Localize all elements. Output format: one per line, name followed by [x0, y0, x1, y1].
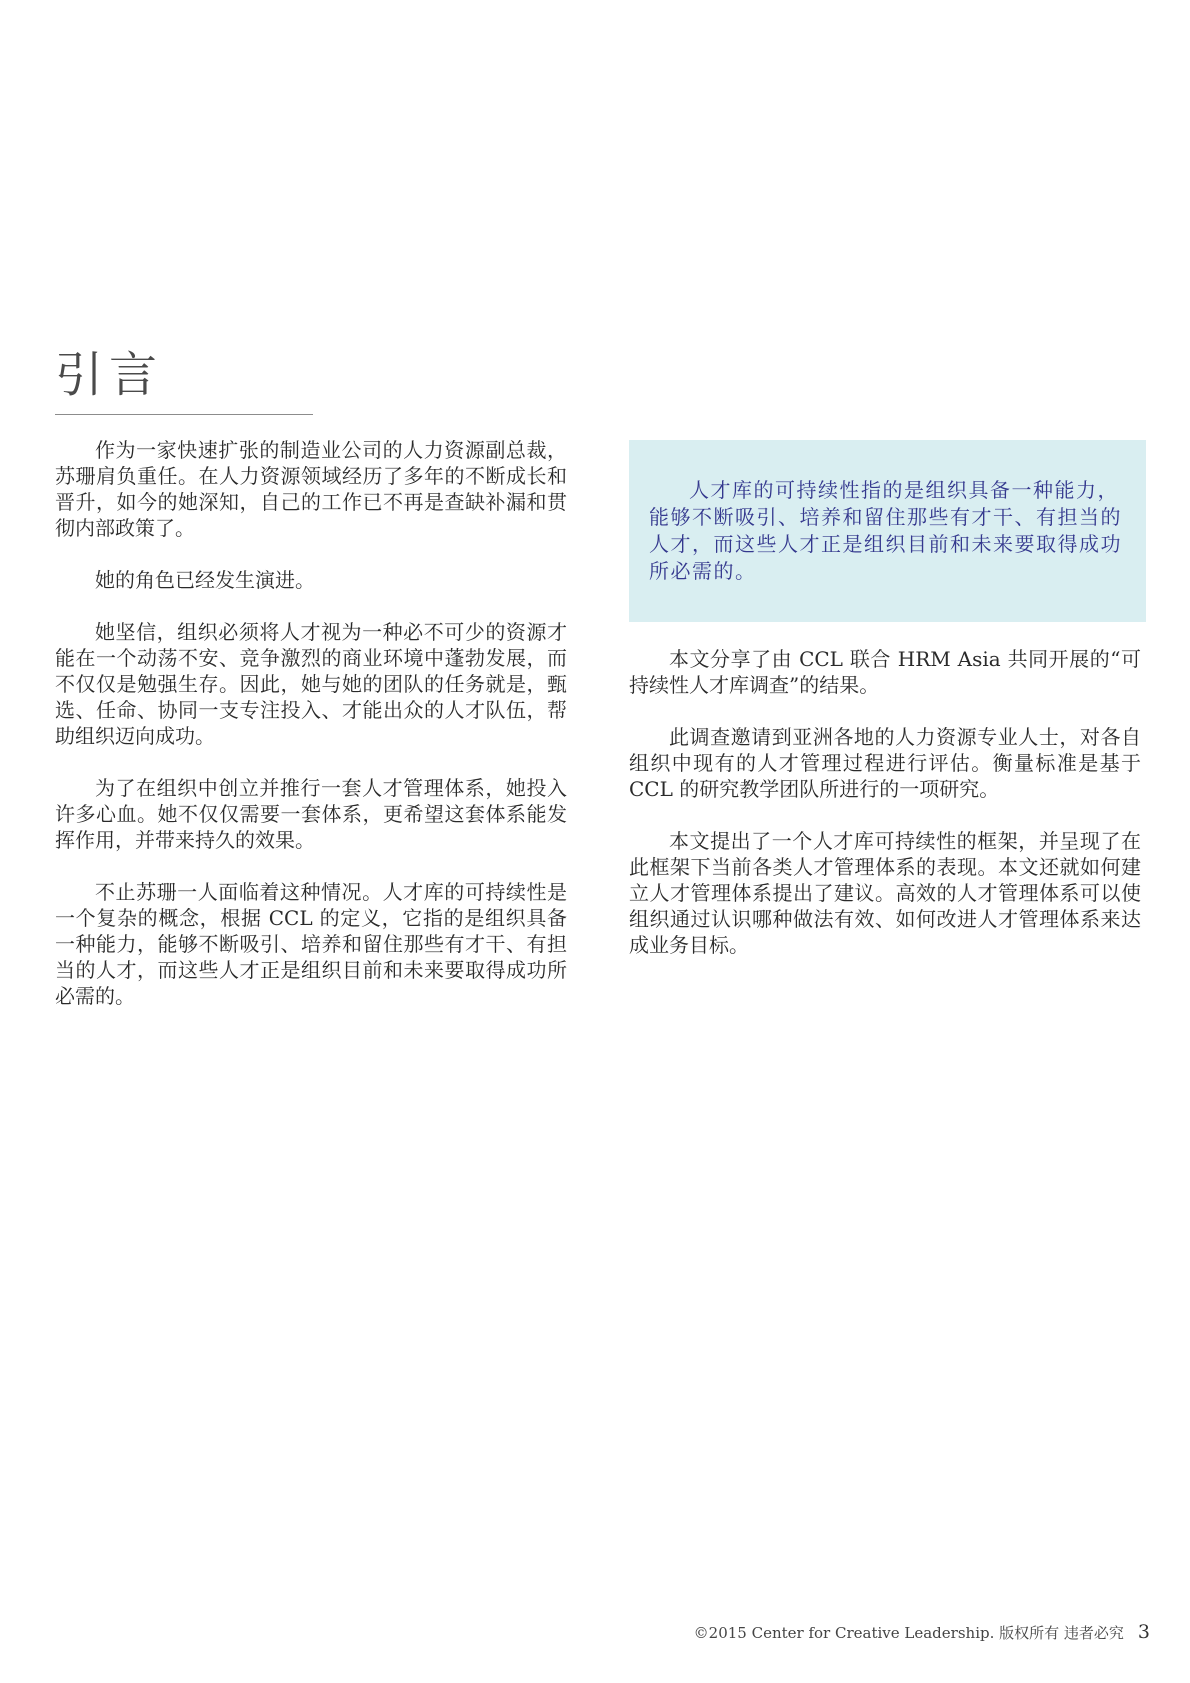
right-column [629, 646, 1141, 984]
pull-quote-box [629, 440, 1146, 622]
page-footer [694, 1620, 1150, 1645]
body-paragraph: 为了在组织中创立并推行一套人才管理体系，她投入许多心血。她不仅仅需要一套体系，更希望这套体系能发挥作用，并带来持久的效果。 [55, 776, 567, 852]
pull-quote-text: 人才库的可持续性指的是组织具备一种能力，能够不断吸引、培养和留住那些有才干、有担当的人才，而这些人才正是组织目前和未来要取得成功所必需的。 [649, 478, 1122, 583]
body-paragraph: 作为一家快速扩张的制造业公司的人力资源副总裁，苏珊肩负重任。在人力资源领域经历了多年的不断成长和晋升，如今的她深知，自己的工作已不再是查缺补漏和贯彻内部政策了。 [55, 438, 567, 540]
body-paragraph: 本文提出了一个人才库可持续性的框架，并呈现了在此框架下当前各类人才管理体系的表现。本文还就如何建立人才管理体系提出了建议。高效的人才管理体系可以使组织通过认识哪种做法有效、如何改进人才管理体系来达成业务目标。 [629, 829, 1141, 957]
body-paragraph: 不止苏珊一人面临着这种情况。人才库的可持续性是一个复杂的概念，根据 CCL 的定义，它指的是组织具备一种能力，能够不断吸引、培养和留住那些有才干、有担当的人才，而这些人才正是组织目前和未来要取得成功所必需的。 [55, 880, 567, 1008]
body-paragraph: 她的角色已经发生演进。 [95, 568, 315, 592]
page-title: 引言 [55, 347, 164, 403]
left-column [55, 437, 567, 1035]
title-divider [55, 414, 313, 415]
copyright-notice: ©2015 Center for Creative Leadership. 版权所有 违者必究 [693, 1624, 1124, 1642]
body-paragraph: 她坚信，组织必须将人才视为一种必不可少的资源才能在一个动荡不安、竞争激烈的商业环境中蓬勃发展，而不仅仅是勉强生存。因此，她与她的团队的任务就是，甄选、任命、协同一支专注投入、才能出众的人才队伍，帮助组织迈向成功。 [55, 620, 567, 748]
body-paragraph: 此调查邀请到亚洲各地的人力资源专业人士，对各自组织中现有的人才管理过程进行评估。衡量标准是基于 CCL 的研究教学团队所进行的一项研究。 [629, 725, 1141, 801]
page-number: 3 [1137, 1621, 1150, 1643]
body-paragraph: 本文分享了由 CCL 联合 HRM Asia 共同开展的“可持续性人才库调查”的结果。 [629, 647, 1141, 697]
